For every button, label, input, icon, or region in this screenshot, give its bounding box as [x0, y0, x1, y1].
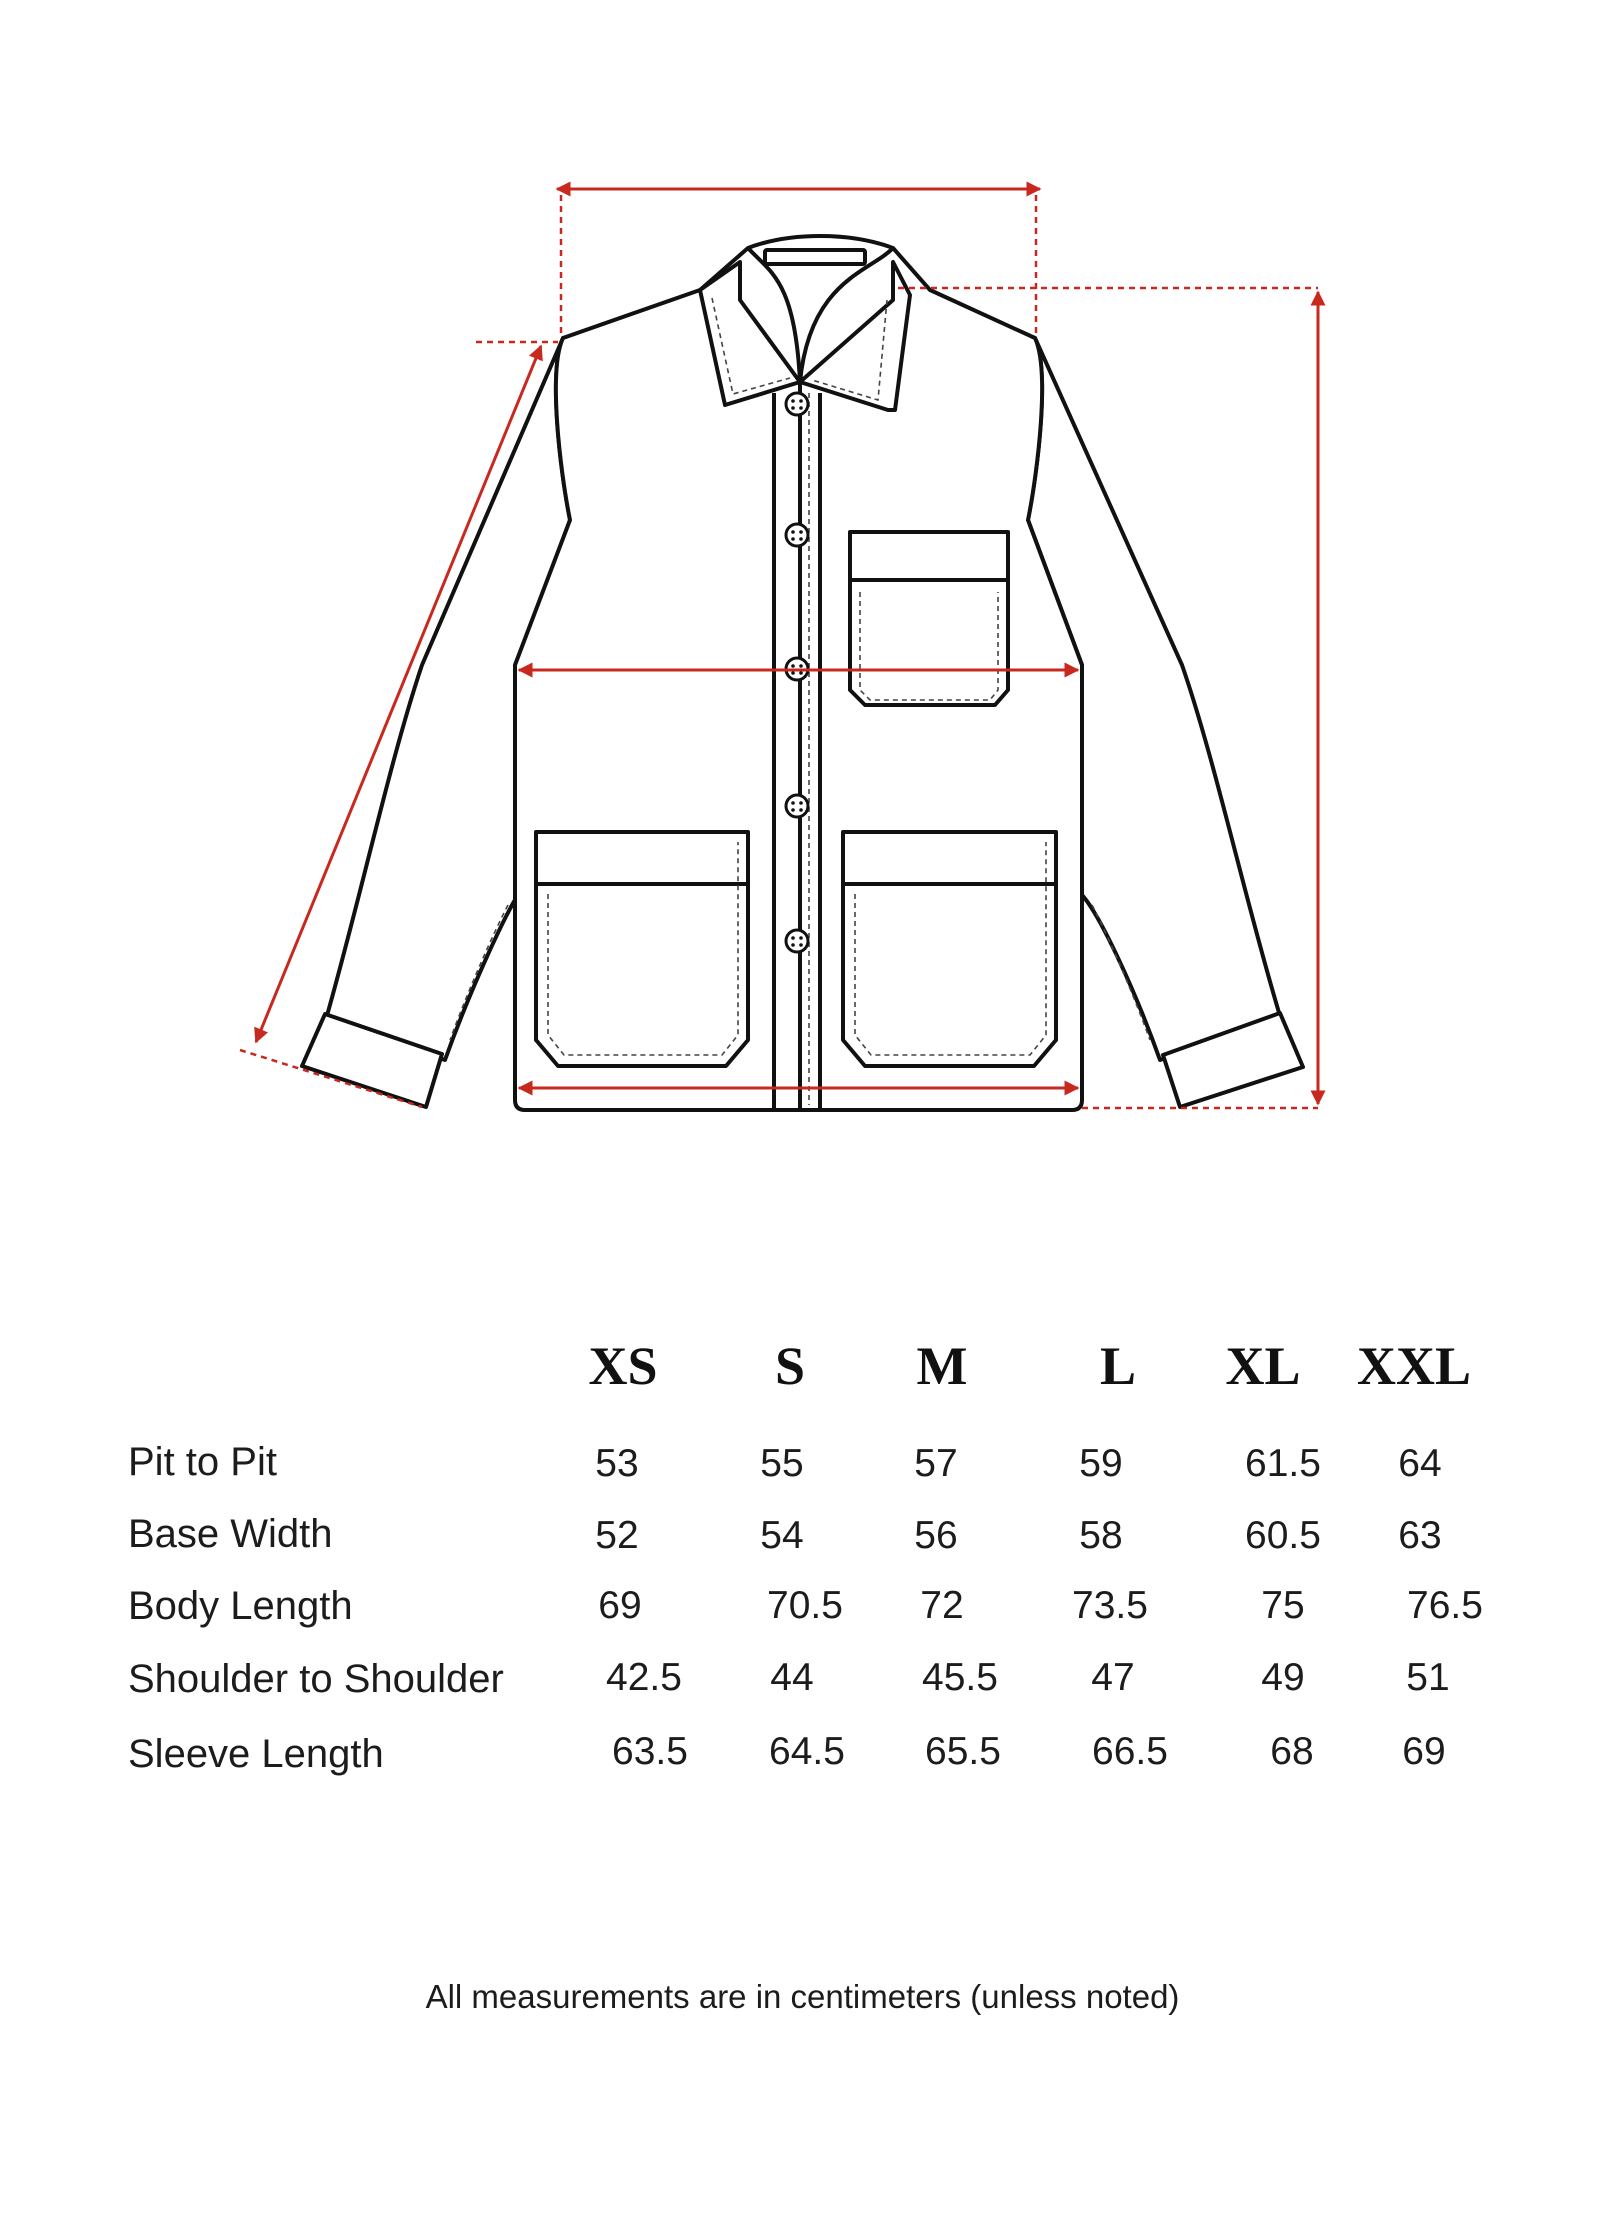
cell-value: 44 — [770, 1656, 814, 1699]
button-2 — [786, 524, 808, 546]
cell-value: 58 — [1079, 1514, 1123, 1557]
cell-value: 73.5 — [1072, 1584, 1148, 1627]
row-label-body-length: Body Length — [128, 1584, 353, 1628]
button-4 — [786, 795, 808, 817]
lower-right-pocket — [843, 832, 1056, 1066]
cell-value: 51 — [1406, 1656, 1450, 1699]
cell-value: 47 — [1091, 1656, 1135, 1699]
row-label-sleeve-length: Sleeve Length — [128, 1732, 384, 1776]
chest-pocket — [850, 532, 1008, 705]
cell-value: 54 — [760, 1514, 804, 1557]
size-header-xl: XL — [1225, 1336, 1301, 1396]
cell-value: 63 — [1398, 1514, 1442, 1557]
cell-value: 59 — [1079, 1442, 1123, 1485]
cell-value: 49 — [1261, 1656, 1305, 1699]
cell-value: 69 — [1402, 1730, 1446, 1773]
cell-value: 75 — [1261, 1584, 1305, 1627]
cell-value: 64 — [1398, 1442, 1442, 1485]
cell-value: 64.5 — [769, 1730, 845, 1773]
button-1 — [786, 393, 808, 415]
cell-value: 65.5 — [925, 1730, 1001, 1773]
cell-value: 57 — [914, 1442, 958, 1485]
cell-value: 61.5 — [1245, 1442, 1321, 1485]
cell-value: 76.5 — [1407, 1584, 1483, 1627]
cell-value: 68 — [1270, 1730, 1314, 1773]
size-header-s: S — [774, 1336, 806, 1396]
size-header-xs: XS — [588, 1336, 658, 1396]
cell-value: 45.5 — [922, 1656, 998, 1699]
row-label-shoulder-to-shoulder: Shoulder to Shoulder — [128, 1657, 504, 1701]
cell-value: 70.5 — [767, 1584, 843, 1627]
cell-value: 72 — [920, 1584, 964, 1627]
size-header-xxl: XXL — [1356, 1336, 1471, 1396]
cell-value: 66.5 — [1092, 1730, 1168, 1773]
cell-value: 60.5 — [1245, 1514, 1321, 1557]
cell-value: 63.5 — [612, 1730, 688, 1773]
row-label-pit-to-pit: Pit to Pit — [128, 1440, 277, 1484]
lower-left-pocket — [536, 832, 748, 1066]
size-header-l: L — [1099, 1336, 1137, 1396]
cell-value: 56 — [914, 1514, 958, 1557]
units-footnote: All measurements are in centimeters (unless noted) — [425, 1978, 1180, 2015]
cell-value: 69 — [598, 1584, 642, 1627]
size-header-m: M — [916, 1336, 968, 1396]
button-5 — [786, 930, 808, 952]
cell-value: 52 — [595, 1514, 639, 1557]
row-label-base-width: Base Width — [128, 1512, 333, 1556]
cell-value: 53 — [595, 1442, 639, 1485]
cell-value: 55 — [760, 1442, 804, 1485]
cell-value: 42.5 — [606, 1656, 682, 1699]
